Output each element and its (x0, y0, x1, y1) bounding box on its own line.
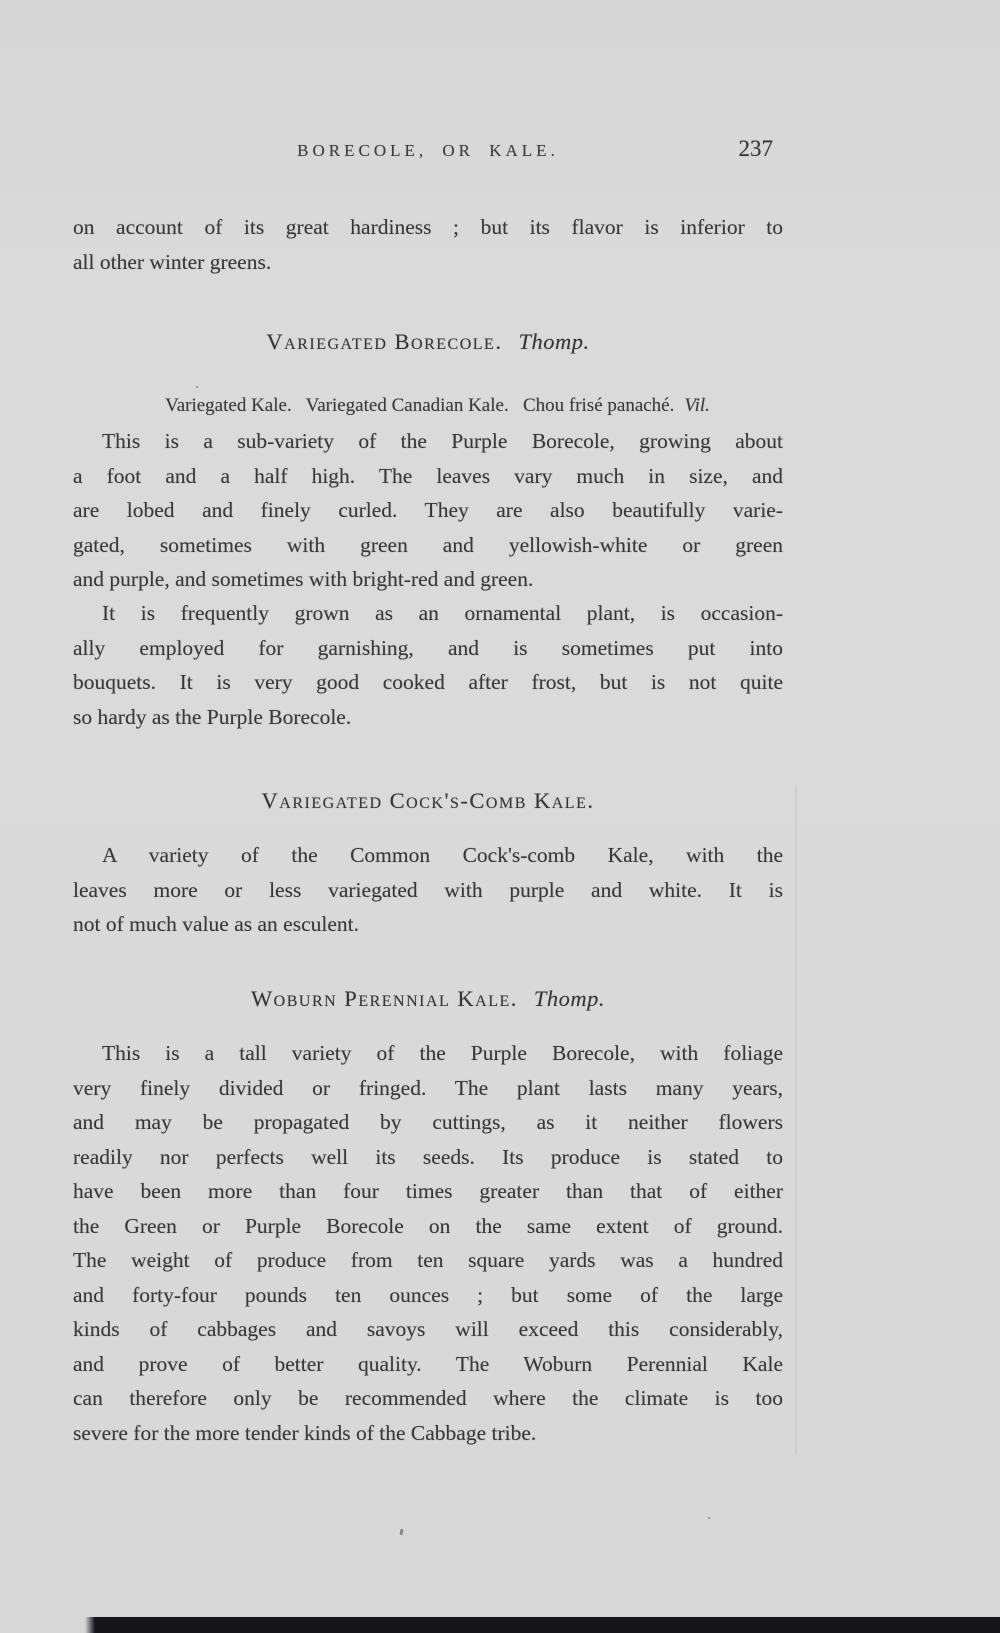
text-line: and purple, and sometimes with bright-red and green. (73, 567, 534, 591)
text-line: very finely divided or fringed. The plant lasts many years, (73, 1075, 783, 1100)
text-line: and may be propagated by cuttings, as it neither flowers (73, 1110, 783, 1134)
section-heading-cocks-comb-kale (73, 788, 783, 814)
text-line: severe for the more tender kinds of the Cabbage tribe. (73, 1420, 537, 1445)
paragraph (73, 424, 783, 597)
text-line: all other winter greens. (73, 249, 272, 274)
scan-speck (708, 1517, 710, 1519)
paragraph (73, 838, 783, 942)
text-line: bouquets. It is very good cooked after frost, but is not quite (73, 670, 783, 694)
paragraph (73, 596, 783, 734)
scan-speck (400, 1529, 404, 1535)
text-line: kinds of cabbages and savoys will exceed this considerably, (73, 1317, 783, 1341)
text-line: so hardy as the Purple Borecole. (73, 704, 352, 729)
text-line: not of much value as an esculent. (73, 912, 359, 936)
text-line: This is a sub-variety of the Purple Borecole, growing about (102, 429, 783, 453)
text-line: ally employed for garnishing, and is sometimes put into (73, 635, 783, 660)
section-heading-variegated-borecole (73, 329, 783, 355)
text-line: and prove of better quality. The Woburn Perennial Kale (73, 1351, 783, 1376)
text-line: This is a tall variety of the Purple Borecole, with foliage (102, 1041, 783, 1065)
text-line: a foot and a half high. The leaves vary much in size, and (73, 463, 783, 488)
synonyms-authority: Vil. (684, 395, 710, 416)
running-header-title: BORECOLE, OR KALE. (297, 141, 559, 160)
text-line: gated, sometimes with green and yellowish-white or green (73, 532, 783, 557)
scan-speck (196, 386, 198, 388)
text-line: can therefore only be recommended where the climate is too (73, 1386, 783, 1410)
text-line: readily nor perfects well its seeds. Its produce is stated to (73, 1144, 783, 1169)
text-line: A variety of the Common Cock's-comb Kale, with the (102, 843, 783, 867)
section-title: Variegated Cock's-Comb Kale. (261, 788, 595, 813)
intro-paragraph (73, 210, 783, 279)
section-title: Woburn Perennial Kale. (250, 986, 518, 1011)
synonyms-text: Variegated Kale. Variegated Canadian Kale. Chou frisé panaché. (165, 395, 675, 416)
scan-streak-artifact (795, 785, 797, 1455)
text-line: The weight of produce from ten square yards was a hundred (73, 1248, 783, 1272)
section-heading-woburn-perennial-kale (73, 986, 783, 1012)
page-number: 237 (738, 136, 773, 161)
paragraph (73, 1036, 783, 1450)
section-authority: Thomp. (518, 329, 590, 354)
text-line: leaves more or less variegated with purple and white. It is (73, 877, 783, 902)
text-line: on account of its great hardiness ; but its flavor is inferior to (73, 215, 783, 239)
text-line: It is frequently grown as an ornamental plant, is occasion- (102, 601, 783, 625)
scan-edge-artifact (85, 1617, 1000, 1633)
text-line: the Green or Purple Borecole on the same extent of ground. (73, 1213, 783, 1238)
section-title: Variegated Borecole. (266, 329, 503, 354)
text-line: are lobed and finely curled. They are also beautifully varie- (73, 498, 783, 522)
text-line: have been more than four times greater than that of either (73, 1179, 783, 1203)
text-line: and forty-four pounds ten ounces ; but some of the large (73, 1282, 783, 1307)
section-authority: Thomp. (533, 986, 606, 1011)
